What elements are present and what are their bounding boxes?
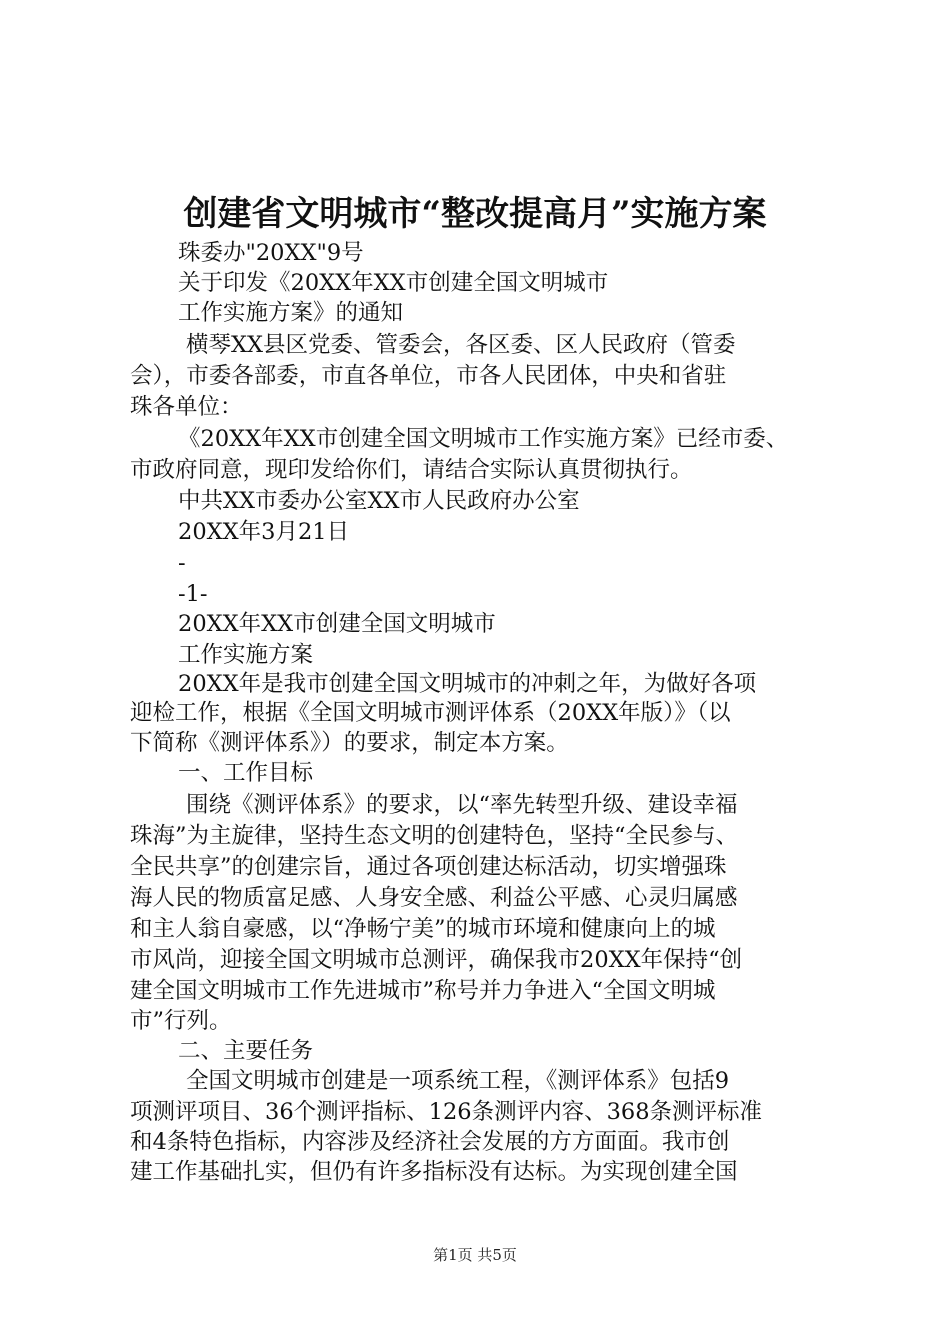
tasks-line-4: 建工作基础扎实，但仍有许多指标没有达标。为实现创建全国 — [130, 1159, 738, 1185]
notice-title-line-2: 工作实施方案》的通知 — [178, 300, 404, 326]
intro-line-2: 迎检工作，根据《全国文明城市测评体系（20XX年版）》（以 — [130, 700, 731, 726]
goals-line-3: 全民共享”的创建宗旨，通过各项创建达标活动，切实增强珠 — [130, 854, 727, 880]
recipients-line-2: 会），市委各部委，市直各单位，市各人民团体，中央和省驻 — [130, 363, 727, 389]
doc-number: 珠委办"20XX"9号 — [178, 240, 364, 266]
goals-line-5: 和主人翁自豪感，以“净畅宁美”的城市环境和健康向上的城 — [130, 916, 716, 942]
separator-dash: - — [178, 550, 186, 576]
issue-date: 20XX年3月21日 — [178, 519, 350, 545]
page-footer: 第1页 共5页 — [433, 1246, 517, 1264]
goals-line-2: 珠海”为主旋律，坚持生态文明的创建特色，坚持“全民参与、 — [130, 823, 739, 849]
section-heading-goals: 一、工作目标 — [178, 760, 314, 786]
plan-title-line-2: 工作实施方案 — [178, 642, 314, 668]
issuer: 中共XX市委办公室XX市人民政府办公室 — [178, 488, 580, 514]
intro-line-3: 下简称《测评体系》）的要求，制定本方案。 — [130, 730, 569, 756]
tasks-line-2: 项测评项目、36个测评指标、126条测评内容、368条测评标准 — [130, 1099, 763, 1125]
goals-line-1: 围绕《测评体系》的要求，以“率先转型升级、建设幸福 — [186, 792, 738, 818]
intro-line-1: 20XX年是我市创建全国文明城市的冲刺之年，为做好各项 — [178, 671, 757, 697]
tasks-line-3: 和4条特色指标，内容涉及经济社会发展的方方面面。我市创 — [130, 1129, 730, 1155]
notice-title-line-1: 关于印发《20XX年XX市创建全国文明城市 — [178, 270, 609, 296]
notice-body-line-1: 《20XX年XX市创建全国文明城市工作实施方案》已经市委、 — [178, 426, 789, 452]
page-marker: -1- — [178, 581, 208, 607]
document-title: 创建省文明城市“整改提高月”实施方案 — [183, 194, 767, 234]
recipients-line-3: 珠各单位： — [130, 394, 243, 420]
goals-line-8: 市”行列。 — [130, 1008, 232, 1034]
goals-line-7: 建全国文明城市工作先进城市”称号并力争进入“全国文明城 — [130, 978, 716, 1004]
tasks-line-1: 全国文明城市创建是一项系统工程，《测评体系》包括9 — [186, 1068, 730, 1094]
goals-line-4: 海人民的物质富足感、人身安全感、利益公平感、心灵归属感 — [130, 885, 738, 911]
recipients-line-1: 横琴XX县区党委、管委会，各区委、区人民政府（管委 — [186, 332, 736, 358]
notice-body-line-2: 市政府同意，现印发给你们，请结合实际认真贯彻执行。 — [130, 457, 693, 483]
plan-title-line-1: 20XX年XX市创建全国文明城市 — [178, 611, 496, 637]
section-heading-tasks: 二、主要任务 — [178, 1038, 314, 1064]
goals-line-6: 市风尚，迎接全国文明城市总测评，确保我市20XX年保持“创 — [130, 947, 743, 973]
